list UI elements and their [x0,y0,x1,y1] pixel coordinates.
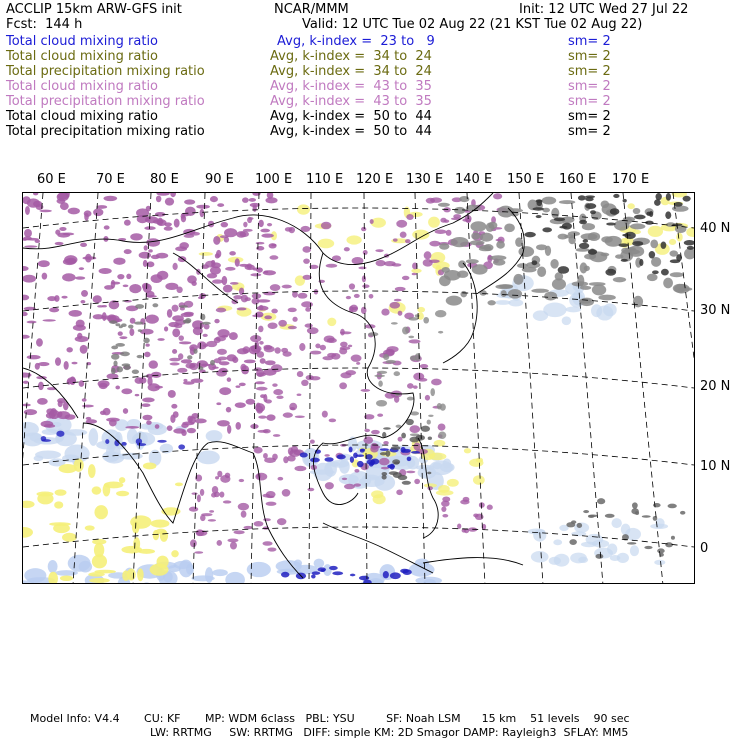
legend-field-3: Total cloud mixing ratio [6,79,159,94]
legend-avg-2: Avg, k-index = 34 to 24 [270,64,432,79]
lon-label-6: 120 E [356,172,394,187]
model-info-line1: Model Info: V4.4 CU: KF MP: WDM 6class PBL: YSU SF: Noah LSM 15 km 51 levels 90 sec [30,712,630,725]
legend-sm-3: sm= 2 [568,79,611,94]
legend-sm-0: sm= 2 [568,34,611,49]
lon-label-4: 100 E [255,172,293,187]
lon-label-1: 70 E [96,172,125,187]
legend-sm-6: sm= 2 [568,124,611,139]
legend-sm-1: sm= 2 [568,49,611,64]
legend-field-2: Total precipitation mixing ratio [6,64,205,79]
title: ACCLIP 15km ARW-GFS init [6,2,182,17]
legend-field-4: Total precipitation mixing ratio [6,94,205,109]
lon-label-0: 60 E [37,172,66,187]
legend-avg-4: Avg, k-index = 43 to 35 [270,94,432,109]
legend-sm-4: sm= 2 [568,94,611,109]
map-canvas [23,193,694,583]
legend-avg-6: Avg, k-index = 50 to 44 [270,124,432,139]
lon-label-8: 140 E [455,172,493,187]
legend-field-0: Total cloud mixing ratio [6,34,159,49]
init-time: Init: 12 UTC Wed 27 Jul 22 [519,2,689,17]
lon-label-7: 130 E [406,172,444,187]
map-panel [22,192,695,584]
legend-avg-0: Avg, k-index = 23 to 9 [277,34,435,49]
lat-label-3: 10 N [700,459,731,474]
legend-field-1: Total cloud mixing ratio [6,49,159,64]
valid-time: Valid: 12 UTC Tue 02 Aug 22 (21 KST Tue 02 Aug 22) [302,17,643,32]
lat-label-4: 0 [700,541,709,556]
legend-avg-5: Avg, k-index = 50 to 44 [270,109,432,124]
lat-label-0: 40 N [700,221,731,236]
lon-label-5: 110 E [306,172,344,187]
lon-label-3: 90 E [205,172,234,187]
legend-avg-1: Avg, k-index = 34 to 24 [270,49,432,64]
legend-field-5: Total cloud mixing ratio [6,109,159,124]
lat-label-1: 30 N [700,303,731,318]
legend-field-6: Total precipitation mixing ratio [6,124,205,139]
legend-avg-3: Avg, k-index = 43 to 35 [270,79,432,94]
lon-label-2: 80 E [150,172,179,187]
lat-label-2: 20 N [700,379,731,394]
lon-label-11: 170 E [612,172,650,187]
lon-label-10: 160 E [559,172,597,187]
legend-sm-5: sm= 2 [568,109,611,124]
center-label: NCAR/MMM [274,2,349,17]
lon-label-9: 150 E [507,172,545,187]
forecast-hour: Fcst: 144 h [6,17,83,32]
model-info-line2: LW: RRTMG SW: RRTMG DIFF: simple KM: 2D Smagor DAMP: Rayleigh3 SFLAY: MM5 [150,726,629,739]
legend-sm-2: sm= 2 [568,64,611,79]
